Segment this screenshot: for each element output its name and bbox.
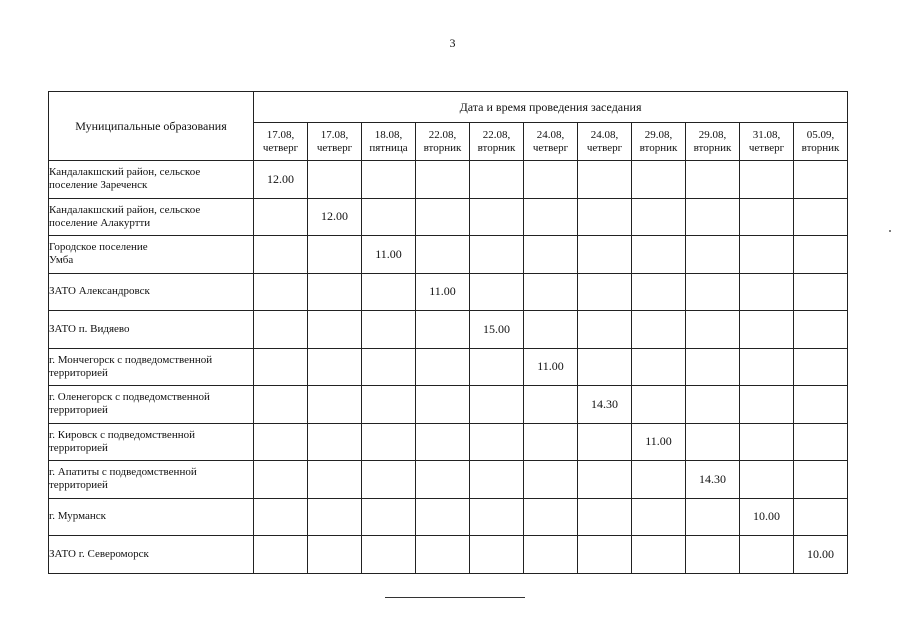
empty-cell <box>794 236 848 274</box>
empty-cell <box>470 536 524 574</box>
empty-cell <box>308 423 362 461</box>
meeting-time-cell: 11.00 <box>632 423 686 461</box>
empty-cell <box>470 198 524 236</box>
empty-cell <box>686 348 740 386</box>
meeting-schedule-table <box>48 91 848 574</box>
empty-cell <box>470 498 524 536</box>
date-label: 24.08, <box>536 128 565 141</box>
empty-cell <box>686 311 740 349</box>
municipality-name-cell <box>49 311 254 349</box>
empty-cell <box>524 461 578 499</box>
empty-cell <box>254 273 308 311</box>
empty-cell <box>686 198 740 236</box>
municipality-name-line: г. Мурманск <box>49 510 106 523</box>
date-column-header <box>686 123 740 161</box>
empty-cell <box>254 198 308 236</box>
empty-cell <box>524 273 578 311</box>
date-label: 17.08, <box>266 128 295 141</box>
empty-cell <box>794 498 848 536</box>
table-row <box>49 198 848 236</box>
empty-cell <box>524 311 578 349</box>
empty-cell <box>254 348 308 386</box>
empty-cell <box>578 198 632 236</box>
empty-cell <box>254 386 308 424</box>
empty-cell <box>794 348 848 386</box>
municipality-name-cell <box>49 423 254 461</box>
municipality-name-line: г. Оленегорск с подведомственной <box>49 391 210 404</box>
meeting-time-cell: 10.00 <box>794 536 848 574</box>
empty-cell <box>416 161 470 199</box>
municipality-name-cell <box>49 536 254 574</box>
empty-cell <box>416 348 470 386</box>
empty-cell <box>416 198 470 236</box>
empty-cell <box>794 311 848 349</box>
meeting-time-cell: 12.00 <box>308 198 362 236</box>
empty-cell <box>308 498 362 536</box>
meeting-time-cell: 12.00 <box>254 161 308 199</box>
municipality-name-line: территорией <box>49 404 108 417</box>
table-row <box>49 273 848 311</box>
weekday-label: четверг <box>532 141 569 154</box>
empty-cell <box>524 236 578 274</box>
empty-cell <box>416 498 470 536</box>
empty-cell <box>524 198 578 236</box>
empty-cell <box>362 498 416 536</box>
empty-cell <box>362 386 416 424</box>
empty-cell <box>686 536 740 574</box>
municipality-name-line: поселение Зареченск <box>49 179 148 192</box>
empty-cell <box>254 311 308 349</box>
meeting-time-cell: 15.00 <box>470 311 524 349</box>
empty-cell <box>416 423 470 461</box>
empty-cell <box>524 423 578 461</box>
date-column-header <box>470 123 524 161</box>
empty-cell <box>686 423 740 461</box>
municipality-name-line: г. Кировск с подведомственной <box>49 428 195 441</box>
weekday-label: четверг <box>748 141 785 154</box>
empty-cell <box>740 311 794 349</box>
empty-cell <box>362 348 416 386</box>
date-label: 29.08, <box>644 128 673 141</box>
empty-cell <box>794 461 848 499</box>
empty-cell <box>470 423 524 461</box>
empty-cell <box>578 236 632 274</box>
empty-cell <box>308 461 362 499</box>
empty-cell <box>632 348 686 386</box>
table-row <box>49 348 848 386</box>
empty-cell <box>362 536 416 574</box>
empty-cell <box>308 348 362 386</box>
empty-cell <box>470 386 524 424</box>
empty-cell <box>470 236 524 274</box>
date-time-group-header: Дата и время проведения заседания <box>254 92 848 123</box>
municipality-name-cell <box>49 498 254 536</box>
empty-cell <box>578 461 632 499</box>
empty-cell <box>362 198 416 236</box>
empty-cell <box>740 236 794 274</box>
date-column-header <box>632 123 686 161</box>
empty-cell <box>740 461 794 499</box>
date-label: 18.08, <box>374 128 403 141</box>
weekday-label: вторник <box>693 141 732 154</box>
meeting-time-cell: 14.30 <box>686 461 740 499</box>
municipality-name-line: территорией <box>49 479 108 492</box>
table-row <box>49 236 848 274</box>
empty-cell <box>254 461 308 499</box>
empty-cell <box>362 161 416 199</box>
empty-cell <box>794 198 848 236</box>
date-column-header <box>308 123 362 161</box>
date-column-header <box>740 123 794 161</box>
empty-cell <box>686 236 740 274</box>
date-label: 29.08, <box>698 128 727 141</box>
header-row-top <box>49 92 848 123</box>
table-row <box>49 423 848 461</box>
meeting-time-cell: 11.00 <box>416 273 470 311</box>
meeting-time-cell: 14.30 <box>578 386 632 424</box>
empty-cell <box>794 161 848 199</box>
empty-cell <box>740 273 794 311</box>
municipality-name-cell <box>49 161 254 199</box>
empty-cell <box>632 198 686 236</box>
empty-cell <box>362 273 416 311</box>
weekday-label: вторник <box>639 141 678 154</box>
empty-cell <box>254 536 308 574</box>
empty-cell <box>740 386 794 424</box>
weekday-label: четверг <box>586 141 623 154</box>
date-column-header <box>362 123 416 161</box>
date-column-header <box>416 123 470 161</box>
empty-cell <box>362 423 416 461</box>
date-column-header <box>794 123 848 161</box>
empty-cell <box>416 461 470 499</box>
empty-cell <box>632 161 686 199</box>
empty-cell <box>578 498 632 536</box>
empty-cell <box>578 273 632 311</box>
empty-cell <box>632 536 686 574</box>
municipality-name-line: Кандалакшский район, сельское <box>49 203 201 216</box>
empty-cell <box>524 386 578 424</box>
weekday-label: пятница <box>369 141 408 154</box>
municipality-name-line: ЗАТО Александровск <box>49 285 150 298</box>
empty-cell <box>578 536 632 574</box>
empty-cell <box>308 536 362 574</box>
municipality-name-cell <box>49 198 254 236</box>
table-row <box>49 498 848 536</box>
table-row <box>49 161 848 199</box>
empty-cell <box>308 161 362 199</box>
municipality-name-line: г. Апатиты с подведомственной <box>49 466 197 479</box>
empty-cell <box>416 311 470 349</box>
empty-cell <box>578 161 632 199</box>
empty-cell <box>686 498 740 536</box>
municipality-name-line: Умба <box>49 254 74 267</box>
meeting-time-cell: 10.00 <box>740 498 794 536</box>
empty-cell <box>416 536 470 574</box>
empty-cell <box>308 386 362 424</box>
weekday-label: вторник <box>477 141 516 154</box>
date-label: 05.09, <box>806 128 835 141</box>
empty-cell <box>362 311 416 349</box>
empty-cell <box>740 423 794 461</box>
empty-cell <box>524 536 578 574</box>
municipality-name-line: поселение Алакуртти <box>49 216 151 229</box>
date-column-header <box>524 123 578 161</box>
empty-cell <box>686 386 740 424</box>
empty-cell <box>794 386 848 424</box>
empty-cell <box>578 348 632 386</box>
weekday-label: вторник <box>801 141 840 154</box>
meeting-time-cell: 11.00 <box>362 236 416 274</box>
municipality-name-cell <box>49 348 254 386</box>
empty-cell <box>578 423 632 461</box>
weekday-label: четверг <box>262 141 299 154</box>
municipality-name-line: г. Мончегорск с подведомственной <box>49 353 213 366</box>
empty-cell <box>578 311 632 349</box>
empty-cell <box>794 273 848 311</box>
empty-cell <box>254 498 308 536</box>
weekday-label: четверг <box>316 141 353 154</box>
empty-cell <box>308 311 362 349</box>
empty-cell <box>254 236 308 274</box>
municipality-name-line: Кандалакшский район, сельское <box>49 166 201 179</box>
empty-cell <box>632 236 686 274</box>
empty-cell <box>416 236 470 274</box>
municipality-name-cell <box>49 273 254 311</box>
municipality-column-header: Муниципальные образования <box>49 92 254 161</box>
date-label: 31.08, <box>752 128 781 141</box>
empty-cell <box>740 536 794 574</box>
empty-cell <box>794 423 848 461</box>
footer-rule <box>385 597 525 598</box>
table-row <box>49 386 848 424</box>
empty-cell <box>524 161 578 199</box>
page-number: 3 <box>449 36 456 50</box>
empty-cell <box>740 348 794 386</box>
empty-cell <box>740 161 794 199</box>
empty-cell <box>632 273 686 311</box>
date-column-header <box>578 123 632 161</box>
municipality-name-cell <box>49 236 254 274</box>
scan-artifact-dot <box>889 230 891 232</box>
empty-cell <box>254 423 308 461</box>
municipality-name-cell <box>49 386 254 424</box>
municipality-name-line: Городское поселение <box>49 241 148 254</box>
date-label: 17.08, <box>320 128 349 141</box>
empty-cell <box>632 461 686 499</box>
empty-cell <box>524 498 578 536</box>
empty-cell <box>686 161 740 199</box>
empty-cell <box>470 348 524 386</box>
empty-cell <box>632 498 686 536</box>
municipality-name-line: территорией <box>49 441 108 454</box>
date-label: 24.08, <box>590 128 619 141</box>
municipality-name-line: ЗАТО п. Видяево <box>49 322 130 335</box>
table-row <box>49 461 848 499</box>
empty-cell <box>470 461 524 499</box>
empty-cell <box>308 273 362 311</box>
date-column-header <box>254 123 308 161</box>
weekday-label: вторник <box>423 141 462 154</box>
date-label: 22.08, <box>428 128 457 141</box>
empty-cell <box>740 198 794 236</box>
municipality-name-cell <box>49 461 254 499</box>
table-row <box>49 311 848 349</box>
empty-cell <box>632 386 686 424</box>
empty-cell <box>470 161 524 199</box>
empty-cell <box>308 236 362 274</box>
empty-cell <box>686 273 740 311</box>
table-row <box>49 536 848 574</box>
date-label: 22.08, <box>482 128 511 141</box>
empty-cell <box>632 311 686 349</box>
empty-cell <box>416 386 470 424</box>
municipality-name-line: территорией <box>49 366 108 379</box>
empty-cell <box>362 461 416 499</box>
empty-cell <box>470 273 524 311</box>
meeting-time-cell: 11.00 <box>524 348 578 386</box>
schedule-body <box>49 161 848 574</box>
municipality-name-line: ЗАТО г. Североморск <box>49 547 149 560</box>
